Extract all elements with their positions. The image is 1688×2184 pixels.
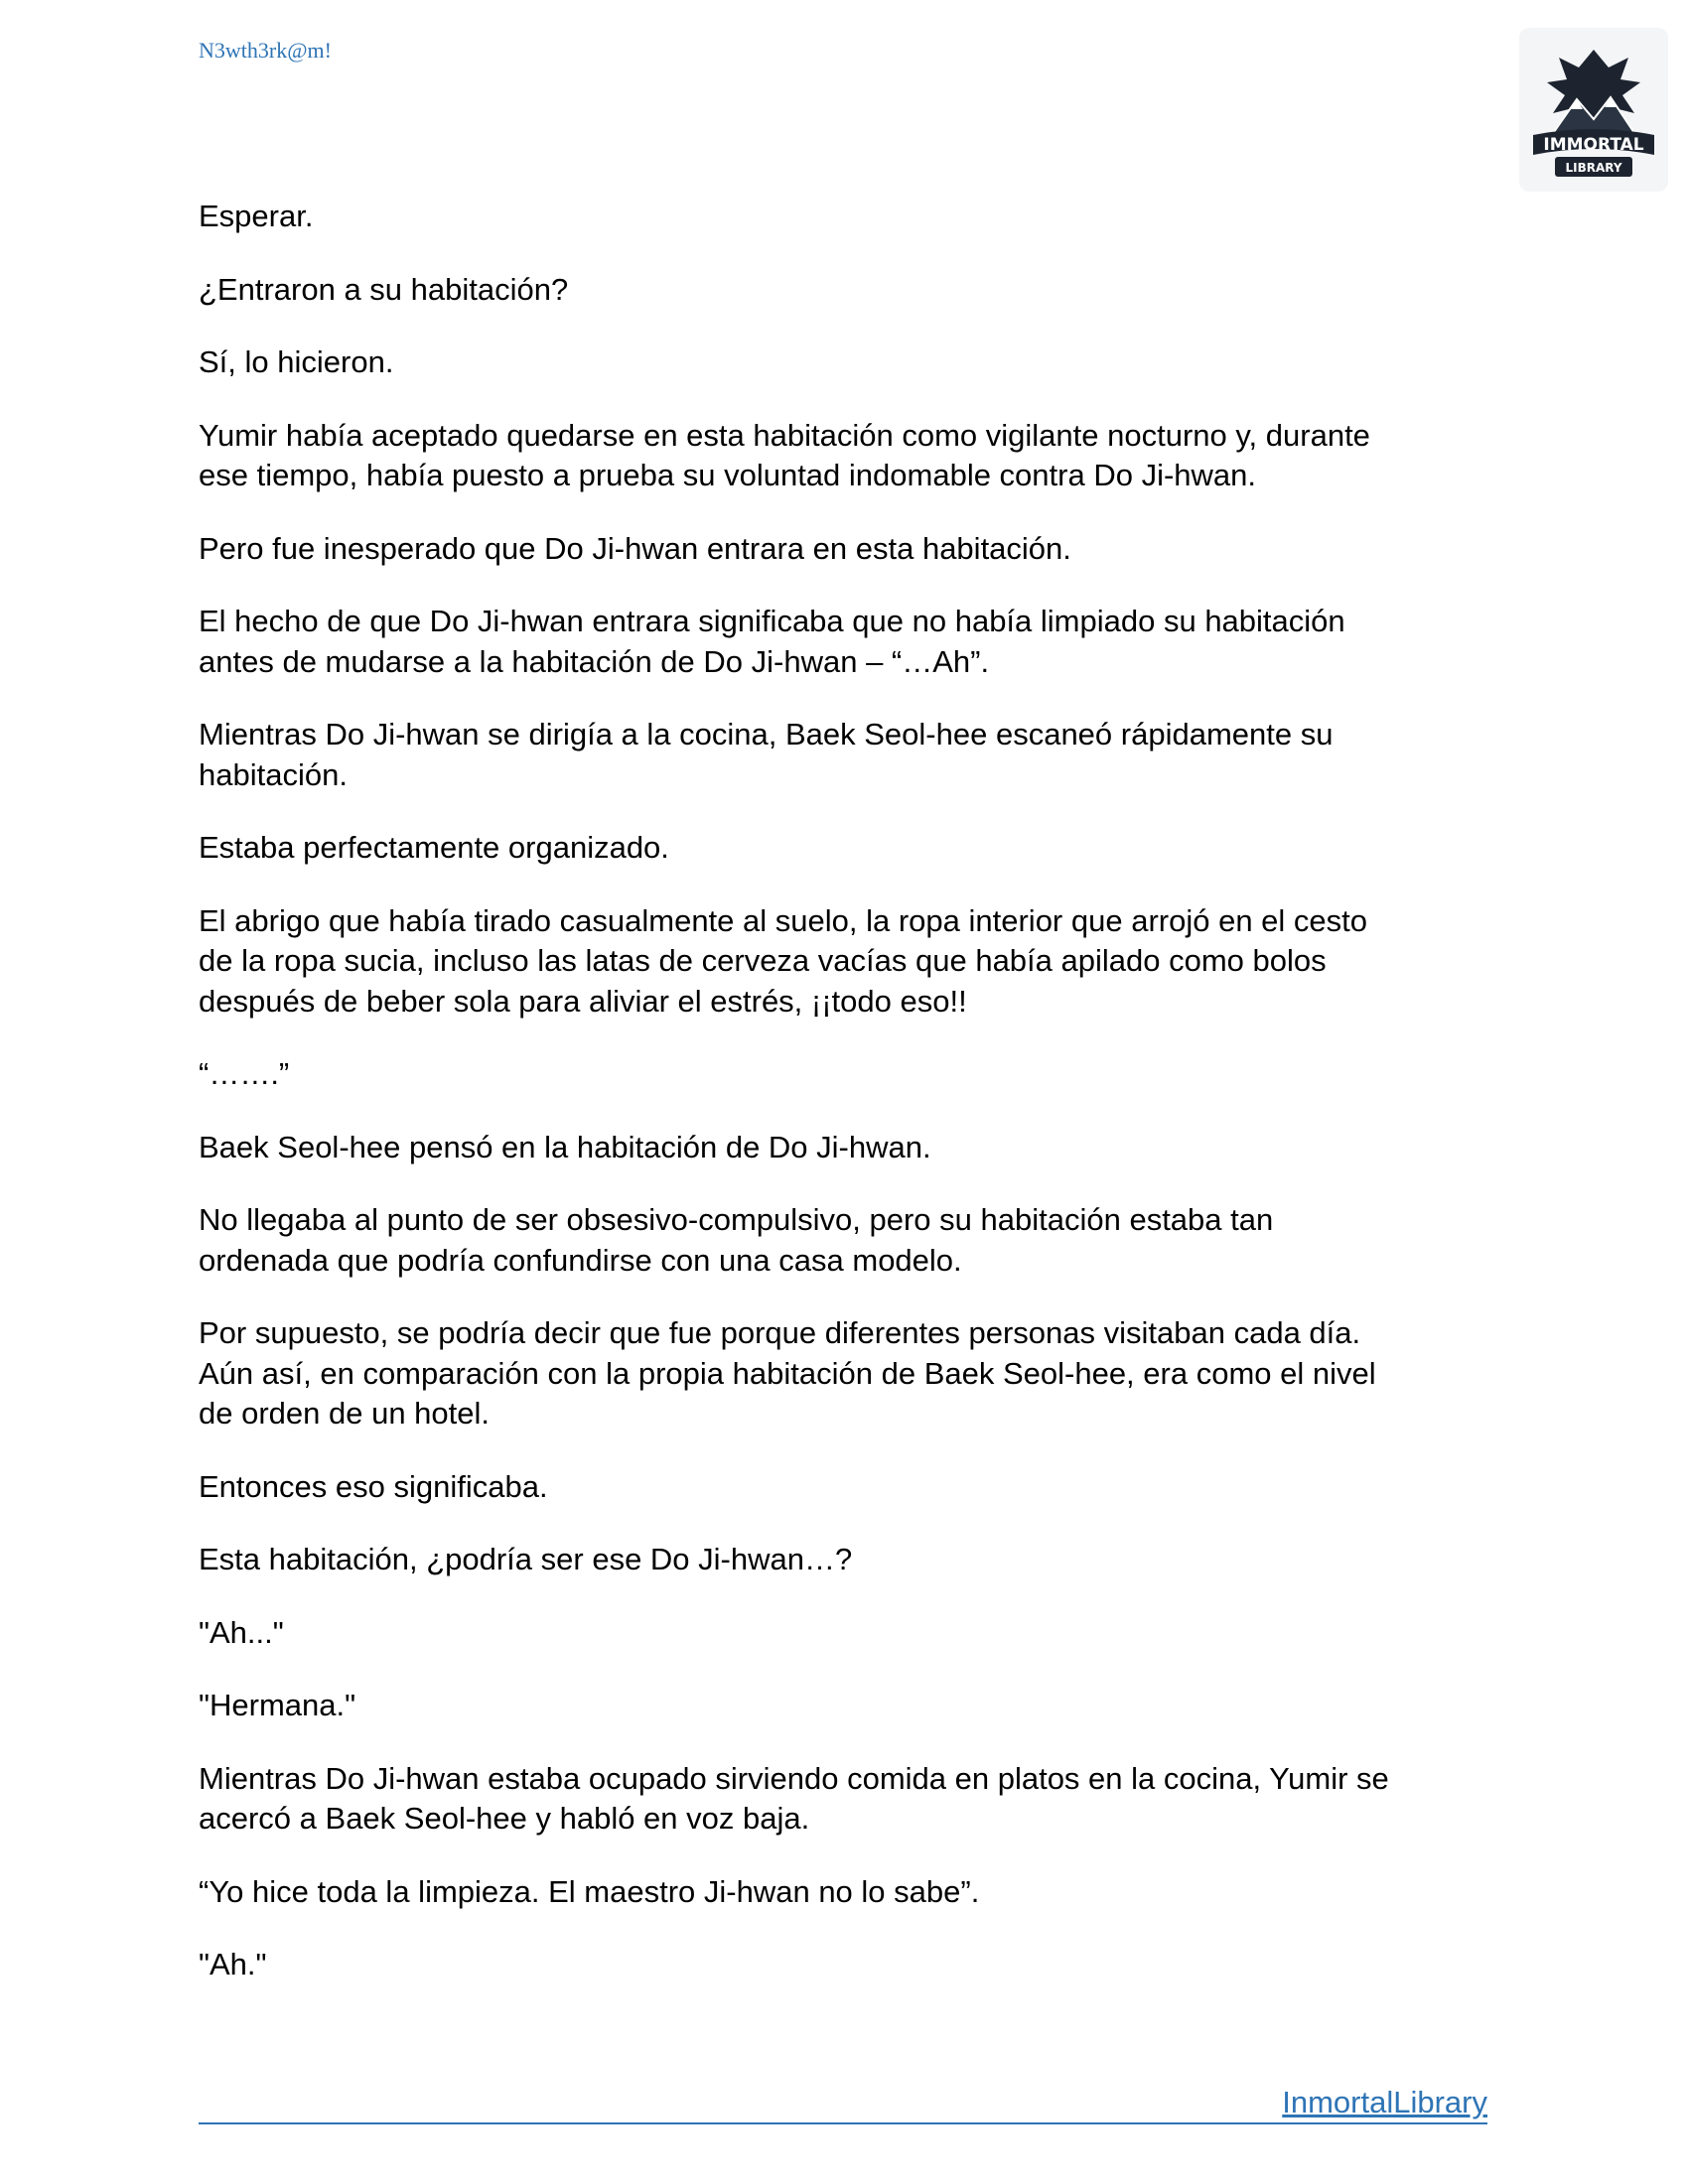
paragraph: Mientras Do Ji-hwan se dirigía a la cocina, Baek Seol-hee escaneó rápidamente su habitación.: [199, 717, 1334, 792]
watermark-text: N3wth3rk@m!: [199, 38, 332, 63]
paragraph: Pero fue inesperado que Do Ji-hwan entrara en esta habitación.: [199, 530, 1071, 566]
paragraph: Yumir había aceptado quedarse en esta habitación como vigilante nocturno y, durante ese tiempo, había puesto a prueba su voluntad indomable contra Do Ji-hwan.: [199, 417, 1370, 492]
paragraph: Mientras Do Ji-hwan estaba ocupado sirviendo comida en platos en la cocina, Yumir se acercó a Baek Seol-hee y habló en voz baja.: [199, 1760, 1389, 1836]
logo-text-bottom: LIBRARY: [1565, 161, 1622, 175]
paragraph: Sí, lo hicieron.: [199, 344, 394, 379]
paragraph: Estaba perfectamente organizado.: [199, 830, 669, 865]
paragraph: Esperar.: [199, 199, 314, 233]
immortal-library-logo: [1519, 28, 1668, 192]
paragraph: Baek Seol-hee pensó en la habitación de Do Ji-hwan.: [199, 1129, 931, 1164]
paragraph: “…….”: [199, 1056, 290, 1091]
paragraph: "Ah...": [199, 1614, 284, 1650]
paragraph: El abrigo que había tirado casualmente al suelo, la ropa interior que arrojó en el cesto de la ropa sucia, incluso las latas de cerveza vacías que había apilado como bolos después de beber sola para aliviar el estrés, ¡¡todo eso!!: [199, 902, 1368, 1019]
paragraph: Entonces eso significaba.: [199, 1468, 548, 1504]
paragraph: "Hermana.": [199, 1688, 356, 1722]
paragraph: Esta habitación, ¿podría ser ese Do Ji-hwan…?: [199, 1542, 853, 1576]
paragraph: "Ah.": [199, 1947, 267, 1981]
footer-rule: [199, 2083, 1487, 2124]
body-text: [199, 197, 1509, 2018]
paragraph: El hecho de que Do Ji-hwan entrara significaba que no había limpiado su habitación antes de mudarse a la habitación de Do Ji-hwan – “…Ah”.: [199, 604, 1345, 679]
logo-text-top: IMMORTAL: [1543, 135, 1644, 155]
paragraph: Por supuesto, se podría decir que fue porque diferentes personas visitaban cada día. Aún así, en comparación con la propia habitación de Baek Seol-hee, era como el nivel de orden de un hotel.: [199, 1315, 1376, 1431]
footer-link[interactable]: InmortalLibrary: [1282, 2085, 1487, 2119]
paragraph: ¿Entraron a su habitación?: [199, 271, 569, 307]
paragraph: No llegaba al punto de ser obsesivo-compulsivo, pero su habitación estaba tan ordenada que podría confundirse con una casa modelo.: [199, 1202, 1274, 1278]
paragraph: “Yo hice toda la limpieza. El maestro Ji-hwan no lo sabe”.: [199, 1873, 980, 1909]
